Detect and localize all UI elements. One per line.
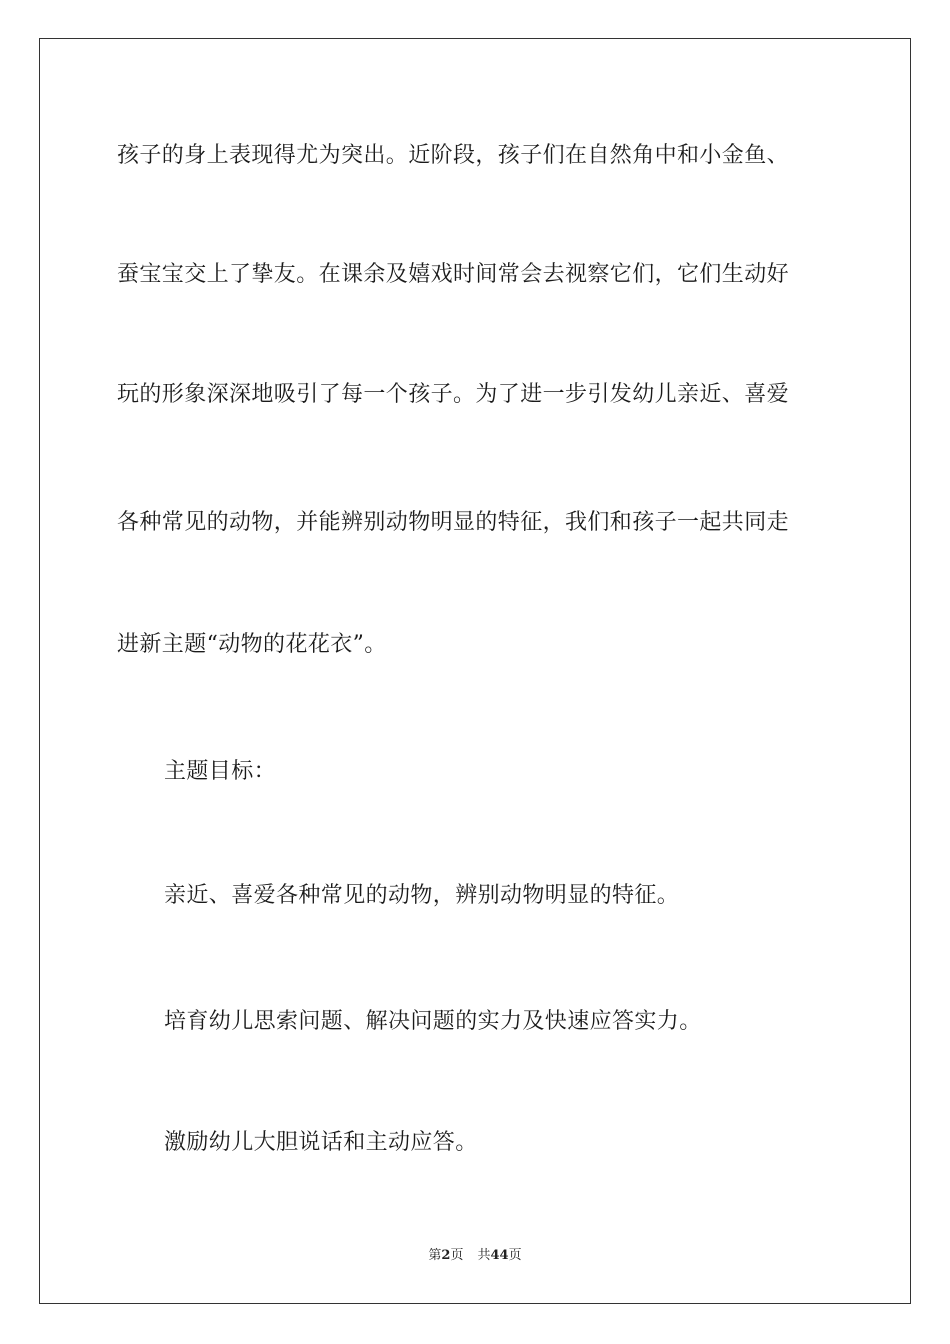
goal-item-3: 激励幼儿大胆说话和主动应答。 [164,1130,478,1155]
page-border [39,38,911,1304]
body-line-4: 各种常见的动物，并能辨别动物明显的特征，我们和孩子一起共同走 [117,510,790,535]
body-line-1: 孩子的身上表现得尤为突出。近阶段，孩子们在自然角中和小金鱼、 [117,143,790,168]
footer-page-number: 2 [441,1248,451,1263]
goal-item-1: 亲近、喜爱各种常见的动物，辨别动物明显的特征。 [164,883,680,908]
footer-total-suffix: 页 [508,1248,522,1263]
goal-item-2: 培育幼儿思索问题、解决问题的实力及快速应答实力。 [164,1009,702,1034]
footer-total-pages: 44 [490,1248,509,1263]
section-heading: 主题目标： [164,759,277,784]
body-line-2: 蚕宝宝交上了挚友。在课余及嬉戏时间常会去视察它们，它们生动好 [117,262,790,287]
page-footer [0,1247,950,1265]
body-line-5: 进新主题“动物的花花衣”。 [117,632,387,657]
footer-page-suffix: 页 [450,1248,464,1263]
body-line-3: 玩的形象深深地吸引了每一个孩子。为了进一步引发幼儿亲近、喜爱 [117,382,790,407]
footer-total-prefix: 共 [477,1248,491,1263]
footer-page-prefix: 第 [428,1248,442,1263]
